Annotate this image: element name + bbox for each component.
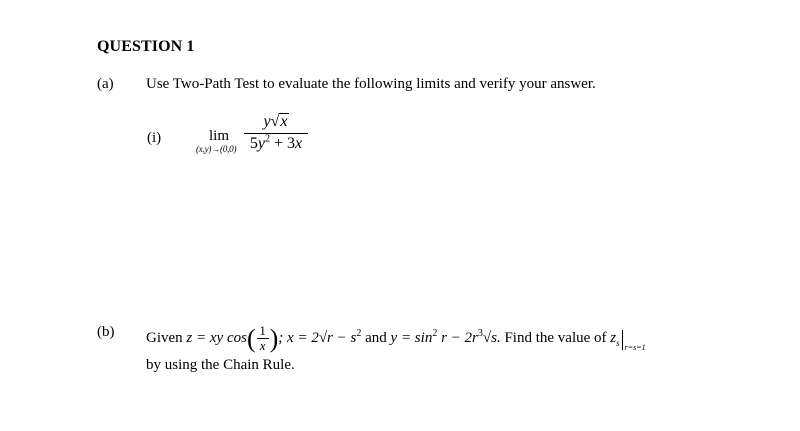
part-a-instruction: Use Two-Path Test to evaluate the following limits and verify your answer. — [146, 76, 596, 92]
part-b-line2: by using the Chain Rule. — [146, 357, 295, 373]
limit-fraction — [244, 112, 308, 154]
part-b-label: (b) — [97, 324, 115, 340]
find-text: Find the value of — [504, 330, 607, 346]
fraction-numerator: y√x — [263, 113, 288, 130]
x-definition: ; x = 2√r − s — [278, 330, 357, 346]
question-title: QUESTION 1 — [97, 38, 195, 55]
sqrt-icon: √ — [270, 113, 280, 130]
part-b-statement: Given z = xy cos( $\frac{1}{x}$ ); $x = 2√r - s^2$ and $y = \sin^2 r - 2r^3√s$. Find the value of $z_s$ r=s=1 — [146, 324, 663, 354]
part-a-label: (a) — [97, 76, 114, 92]
fraction-denominator: $5y^2 + 3x$ — [249, 133, 303, 152]
lim-word: lim — [209, 128, 230, 144]
y-definition: y = sin — [390, 330, 433, 346]
given-word: Given — [146, 330, 183, 346]
inner-fraction: $\frac{1}{x}$ — [257, 324, 269, 353]
sub-i-label: (i) — [147, 130, 162, 146]
lim-subscript: (x,y)→(0,0) — [196, 144, 237, 154]
and-word: and — [365, 330, 387, 346]
evaluation-bar — [622, 330, 663, 350]
z-s-symbol: z — [610, 330, 617, 346]
z-definition: z = xy cos — [186, 330, 247, 346]
eval-point: r=s=1 — [624, 343, 646, 352]
